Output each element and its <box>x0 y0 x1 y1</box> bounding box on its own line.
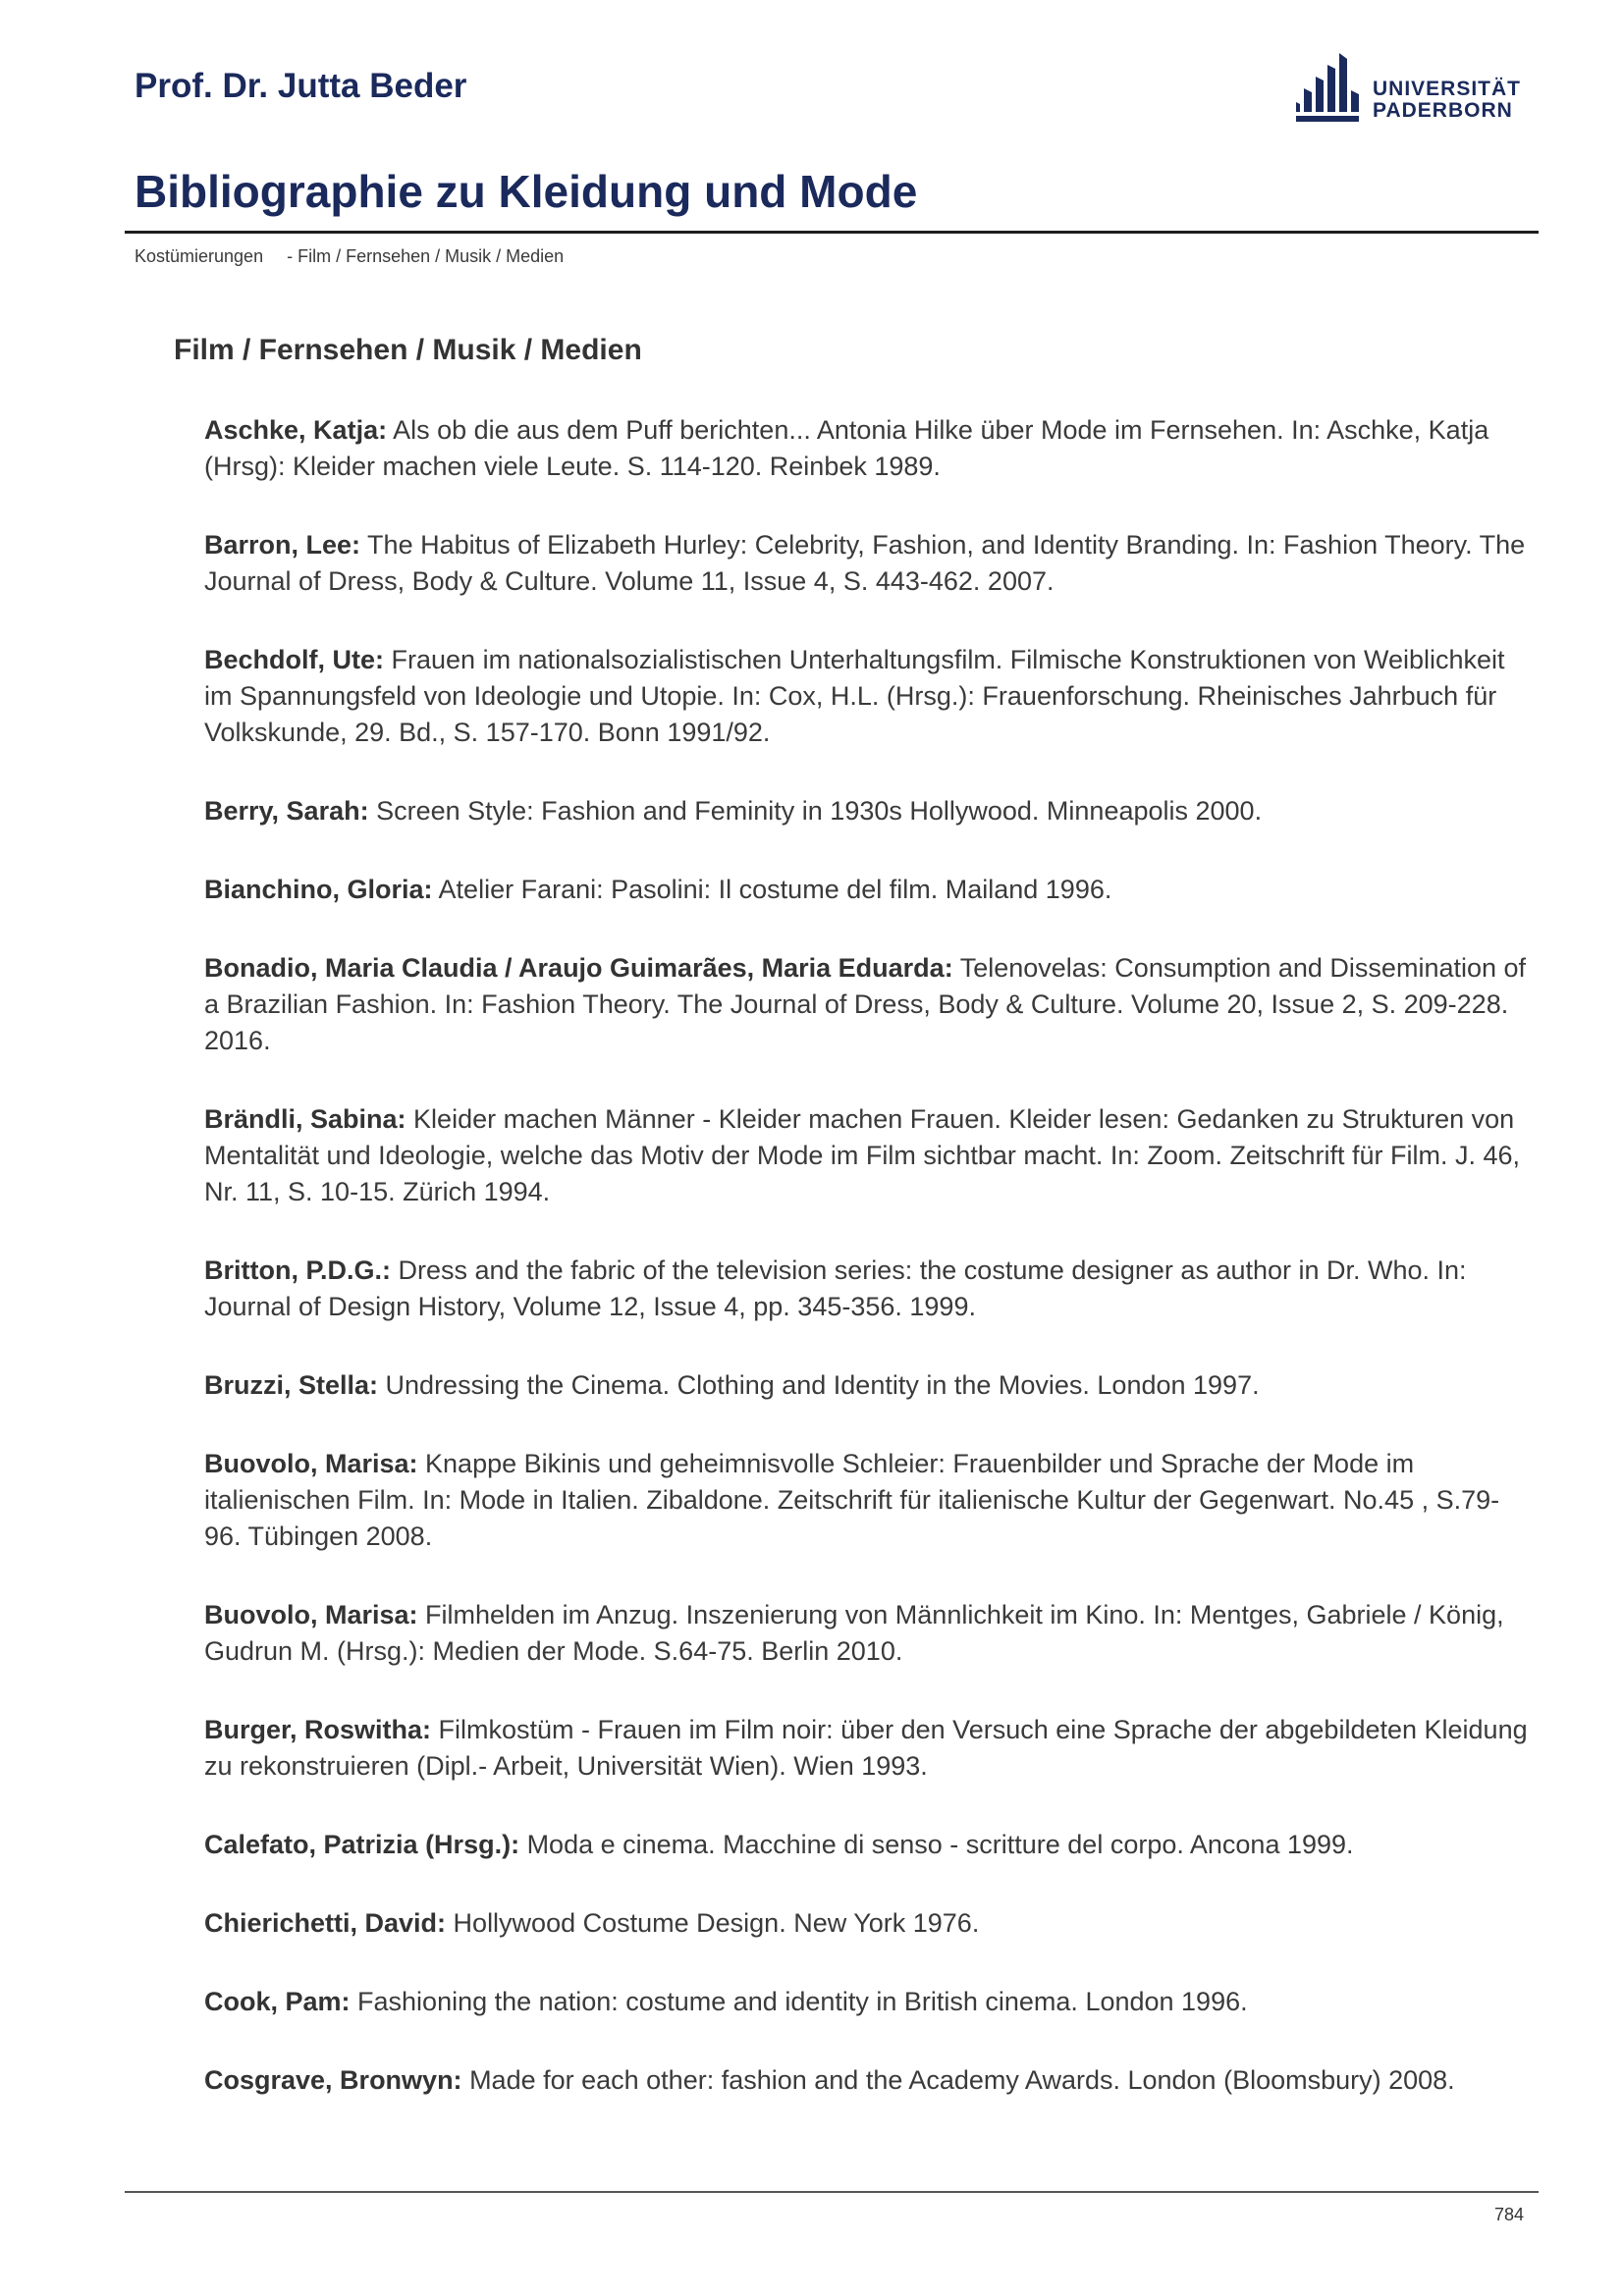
entry-author: Calefato, Patrizia (Hrsg.): <box>204 1830 520 1859</box>
entry-text: Moda e cinema. Macchine di senso - scritture del corpo. Ancona 1999. <box>519 1830 1354 1859</box>
entry-author: Burger, Roswitha: <box>204 1715 432 1744</box>
entry-text: Als ob die aus dem Puff berichten... Antonia Hilke über Mode im Fernsehen. In: Aschke, Katja (Hrsg): Kleider machen viele Leute. S. 114-120. Reinbek 1989. <box>204 415 1489 481</box>
entry-author: Buovolo, Marisa: <box>204 1600 418 1629</box>
bibliography-entry <box>204 1101 1535 1210</box>
author-name: Prof. Dr. Jutta Beder <box>135 67 467 105</box>
footer-divider <box>125 2191 1539 2193</box>
bibliography-list <box>204 412 1535 2141</box>
entry-text: Made for each other: fashion and the Academy Awards. London (Bloomsbury) 2008. <box>461 2065 1455 2095</box>
entry-author: Bechdolf, Ute: <box>204 645 385 674</box>
bibliography-entry <box>204 1446 1535 1555</box>
entry-text: Filmhelden im Anzug. Inszenierung von Männlichkeit im Kino. In: Mentges, Gabriele / König, Gudrun M. (Hrsg.): Medien der Mode. S.64-75. Berlin 2010. <box>204 1600 1504 1666</box>
entry-author: Chierichetti, David: <box>204 1908 447 1938</box>
entry-text: Dress and the fabric of the television series: the costume designer as author in Dr. Who. In: Journal of Design History, Volume 12, Issue 4, pp. 345-356. 1999. <box>204 1255 1467 1321</box>
logo-text <box>1373 79 1521 122</box>
breadcrumb <box>135 246 564 267</box>
bibliography-entry <box>204 1597 1535 1670</box>
entry-author: Britton, P.D.G.: <box>204 1255 392 1285</box>
bibliography-entry <box>204 1367 1535 1404</box>
header-divider <box>125 231 1539 234</box>
entry-text: Kleider machen Männer - Kleider machen Frauen. Kleider lesen: Gedanken zu Strukturen von Mentalität und Ideologie, welche das Motiv der Mode im Film sichtbar macht. In: Zoom. Zeitschrift für Film. J. 46, Nr. 11, S. 10-15. Zürich 1994. <box>204 1104 1520 1206</box>
bibliography-entry <box>204 1253 1535 1325</box>
bibliography-entry <box>204 642 1535 751</box>
entry-author: Aschke, Katja: <box>204 415 388 445</box>
logo-line-2: PADERBORN <box>1373 99 1513 122</box>
page-number: 784 <box>1494 2205 1525 2224</box>
breadcrumb-category: Kostümierungen <box>135 246 264 266</box>
university-logo <box>1294 51 1530 133</box>
entry-author: Brändli, Sabina: <box>204 1104 406 1134</box>
bibliography-entry <box>204 950 1535 1059</box>
entry-text: Undressing the Cinema. Clothing and Identity in the Movies. London 1997. <box>378 1370 1260 1400</box>
bibliography-entry <box>204 872 1535 908</box>
section-heading: Film / Fernsehen / Musik / Medien <box>174 334 642 366</box>
document-title: Bibliographie zu Kleidung und Mode <box>135 166 918 217</box>
entry-text: The Habitus of Elizabeth Hurley: Celebrity, Fashion, and Identity Branding. In: Fashion Theory. The Journal of Dress, Body & Culture. Volume 11, Issue 4, S. 443-462. 2007. <box>204 530 1526 596</box>
breadcrumb-subcategory: - Film / Fernsehen / Musik / Medien <box>287 246 565 266</box>
entry-text: Hollywood Costume Design. New York 1976. <box>446 1908 980 1938</box>
entry-text: Frauen im nationalsozialistischen Unterhaltungsfilm. Filmische Konstruktionen von Weiblichkeit im Spannungsfeld von Ideologie und Utopie. In: Cox, H.L. (Hrsg.): Frauenforschung. Rheinisches Jahrbuch für Volkskunde, 29. Bd., S. 157-170. Bonn 1991/92. <box>204 645 1505 747</box>
entry-author: Bonadio, Maria Claudia / Araujo Guimarães, Maria Eduarda: <box>204 953 953 983</box>
entry-author: Cosgrave, Bronwyn: <box>204 2065 462 2095</box>
bibliography-entry <box>204 1905 1535 1942</box>
bibliography-entry <box>204 1712 1535 1785</box>
bibliography-entry <box>204 1984 1535 2020</box>
university-paderborn-logo-icon <box>1294 51 1365 130</box>
entry-text: Knappe Bikinis und geheimnisvolle Schleier: Frauenbilder und Sprache der Mode im italienischen Film. In: Mode in Italien. Zibaldone. Zeitschrift für italienische Kultur der Gegenwart. No.45 , S.79-96. Tübingen 2008. <box>204 1449 1500 1551</box>
entry-text: Atelier Farani: Pasolini: Il costume del film. Mailand 1996. <box>432 875 1112 904</box>
entry-author: Bruzzi, Stella: <box>204 1370 379 1400</box>
bibliography-entry <box>204 527 1535 600</box>
bibliography-entry <box>204 2062 1535 2099</box>
entry-author: Barron, Lee: <box>204 530 361 560</box>
entry-author: Berry, Sarah: <box>204 796 369 826</box>
entry-author: Buovolo, Marisa: <box>204 1449 418 1478</box>
bibliography-entry <box>204 793 1535 829</box>
entry-author: Bianchino, Gloria: <box>204 875 433 904</box>
logo-line-1: UNIVERSITÄT <box>1373 78 1522 100</box>
entry-text: Fashioning the nation: costume and identity in British cinema. London 1996. <box>350 1987 1248 2016</box>
bibliography-entry <box>204 1827 1535 1863</box>
entry-text: Filmkostüm - Frauen im Film noir: über den Versuch eine Sprache der abgebildeten Kleidung zu rekonstruieren (Dipl.- Arbeit, Universität Wien). Wien 1993. <box>204 1715 1528 1781</box>
entry-author: Cook, Pam: <box>204 1987 351 2016</box>
entry-text: Screen Style: Fashion and Feminity in 1930s Hollywood. Minneapolis 2000. <box>368 796 1263 826</box>
bibliography-entry <box>204 412 1535 485</box>
entry-text: Telenovelas: Consumption and Dissemination of a Brazilian Fashion. In: Fashion Theory. The Journal of Dress, Body & Culture. Volume 20, Issue 2, S. 209-228. 2016. <box>204 953 1527 1055</box>
